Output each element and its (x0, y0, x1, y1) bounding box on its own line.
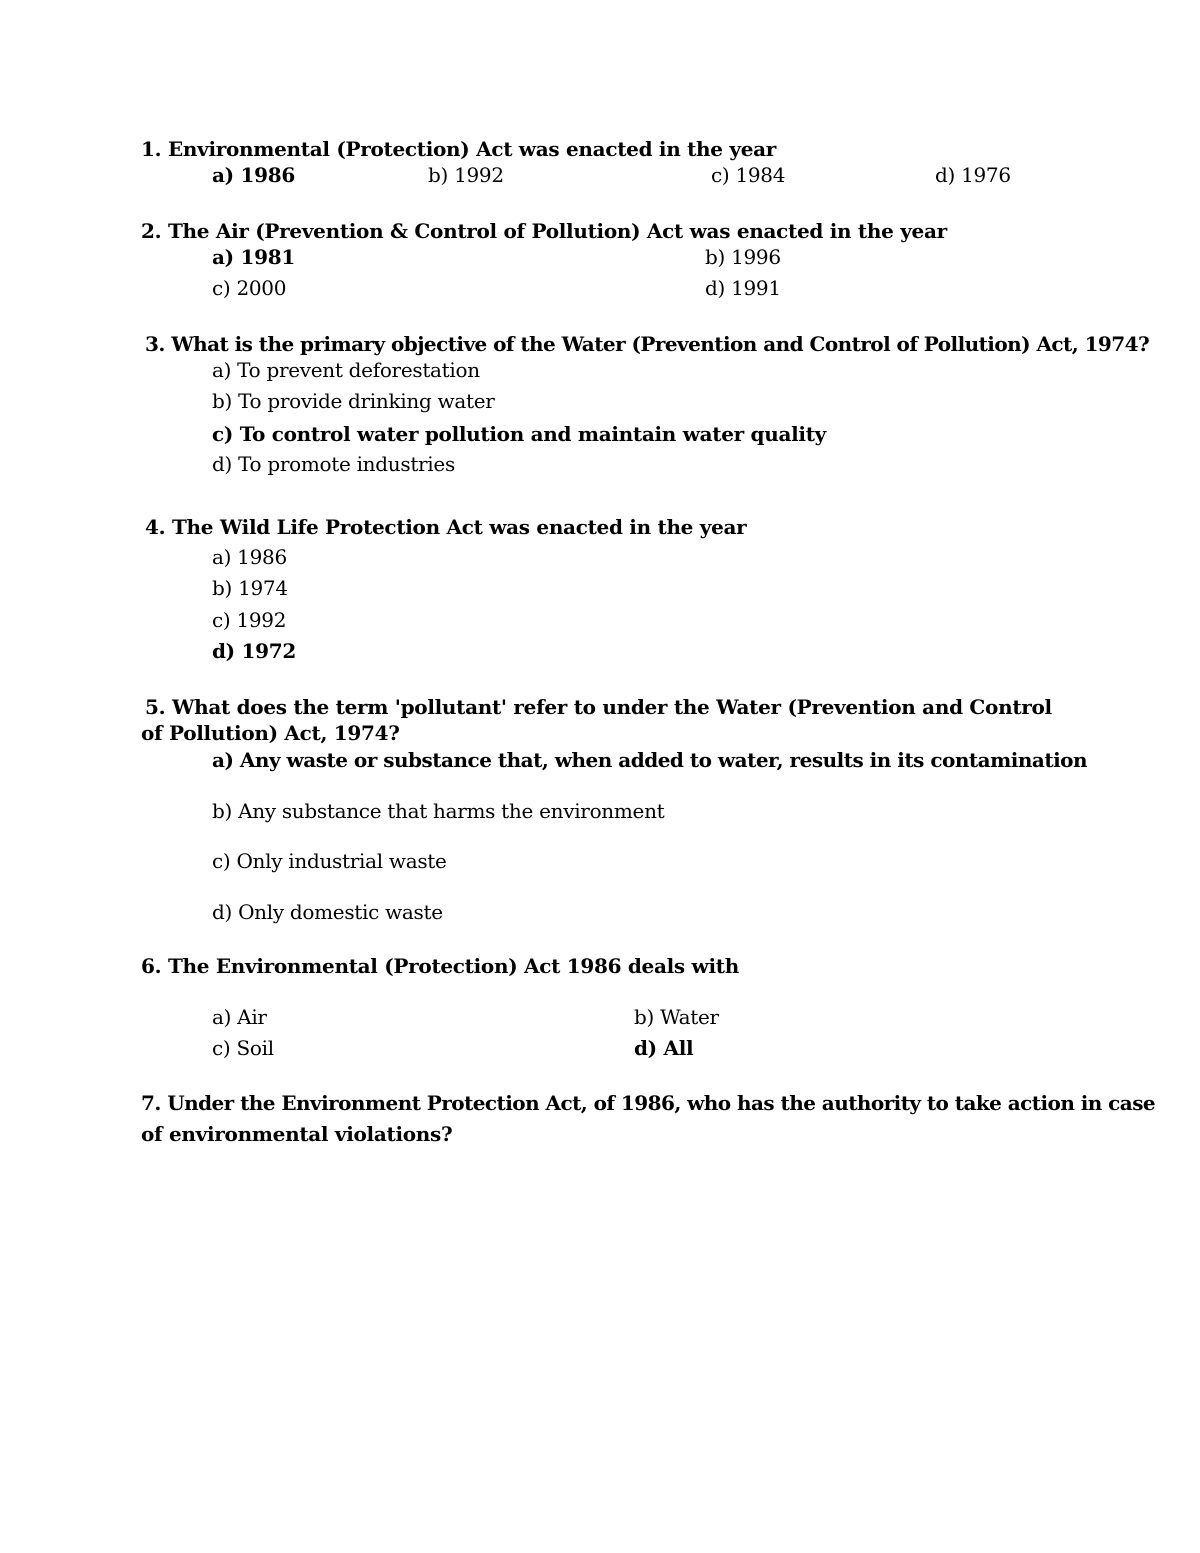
question-1-option-c: c) 1984 (711, 163, 786, 187)
question-5-text-line-2: of Pollution) Act, 1974? (141, 721, 400, 745)
question-3-option-b: b) To provide drinking water (212, 389, 495, 413)
question-2-option-d: d) 1991 (705, 276, 781, 300)
question-1-option-d: d) 1976 (935, 163, 1011, 187)
question-3-option-c: c) To control water pollution and maintain water quality (212, 422, 826, 446)
question-5-text-line-1: 5. What does the term 'pollutant' refer to under the Water (Prevention and Control (145, 695, 1052, 719)
question-4-option-b: b) 1974 (212, 576, 288, 600)
question-6-option-d: d) All (634, 1036, 694, 1060)
question-3-text: 3. What is the primary objective of the Water (Prevention and Control of Pollution) Act, 1974? (145, 332, 1150, 356)
question-7-text-line-2: of environmental violations? (141, 1122, 453, 1146)
question-4-option-d: d) 1972 (212, 639, 296, 663)
question-5-option-b: b) Any substance that harms the environment (212, 799, 665, 823)
question-2-option-b: b) 1996 (705, 245, 781, 269)
question-2-text: 2. The Air (Prevention & Control of Pollution) Act was enacted in the year (141, 219, 947, 243)
question-2-option-a: a) 1981 (212, 245, 295, 269)
question-1-option-a: a) 1986 (212, 163, 295, 187)
question-6-text: 6. The Environmental (Protection) Act 1986 deals with (141, 954, 739, 978)
question-6-option-a: a) Air (212, 1005, 267, 1029)
question-3-option-d: d) To promote industries (212, 452, 455, 476)
question-7-text-line-1: 7. Under the Environment Protection Act, of 1986, who has the authority to take action in case (141, 1091, 1156, 1115)
question-3-option-a: a) To prevent deforestation (212, 358, 480, 382)
question-1-text: 1. Environmental (Protection) Act was enacted in the year (141, 137, 777, 161)
question-4-text: 4. The Wild Life Protection Act was enacted in the year (145, 515, 747, 539)
question-4-option-c: c) 1992 (212, 608, 287, 632)
question-2-option-c: c) 2000 (212, 276, 287, 300)
question-5-option-d: d) Only domestic waste (212, 900, 443, 924)
question-4-option-a: a) 1986 (212, 545, 287, 569)
question-5-option-c: c) Only industrial waste (212, 849, 447, 873)
question-6-option-c: c) Soil (212, 1036, 274, 1060)
question-5-option-a: a) Any waste or substance that, when added to water, results in its contamination (212, 748, 1088, 772)
question-6-option-b: b) Water (634, 1005, 719, 1029)
question-1-option-b: b) 1992 (428, 163, 504, 187)
